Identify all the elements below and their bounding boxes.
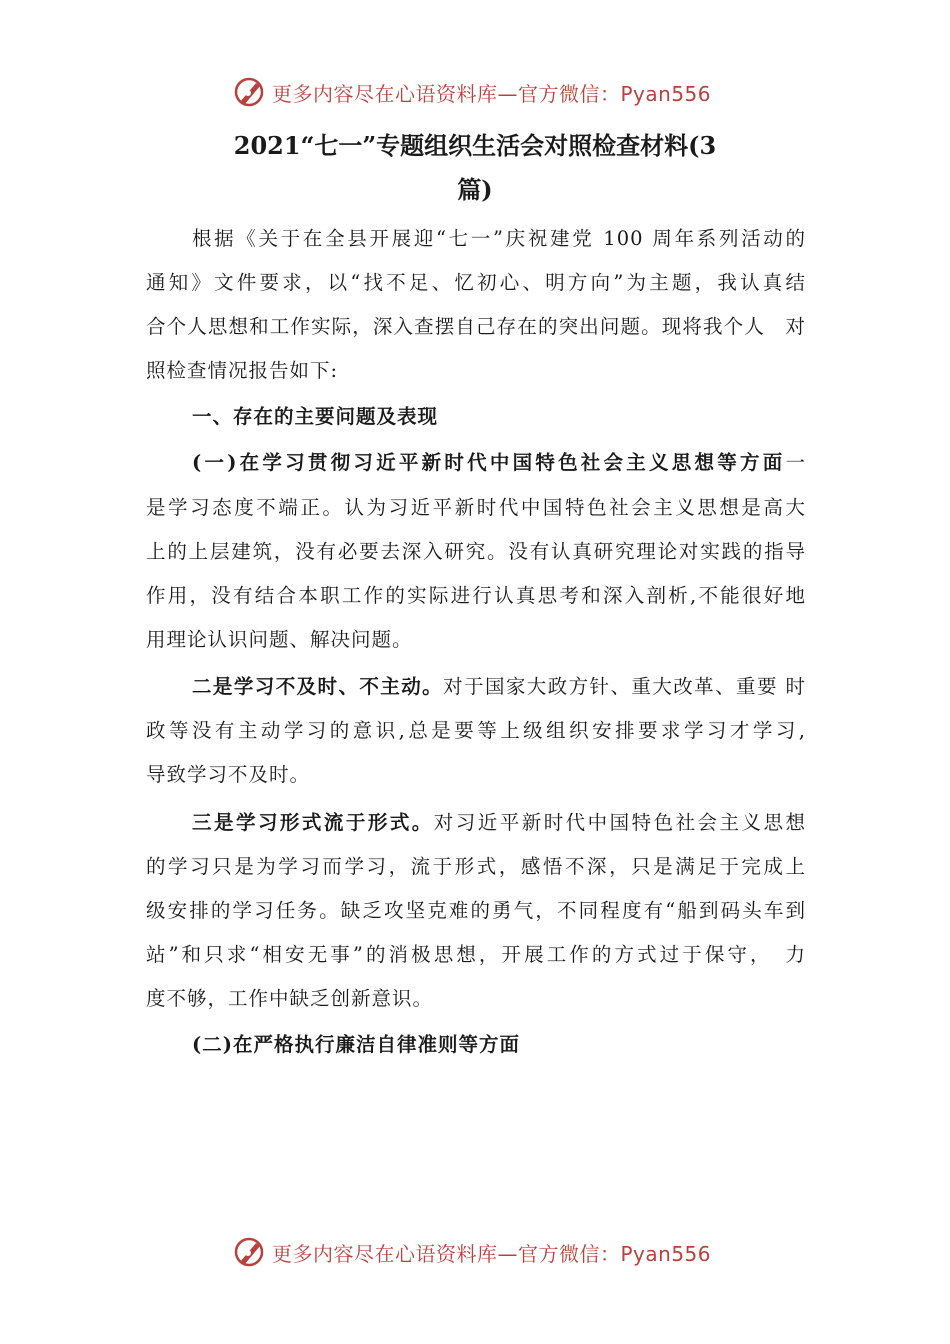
watermark-banner-top: [232, 72, 711, 112]
point-2-first-line: [192, 672, 806, 702]
subsection-1-line-1: 是学习态度不端正。认为习近平新时代中国特色社会主义思想是高大: [146, 496, 806, 519]
point-2-line-3: 导致学习不及时。: [146, 763, 311, 786]
intro-line-4: 照检查情况报告如下:: [146, 359, 339, 382]
point-3-line-4: 站”和只求“相安无事”的消极思想，开展工作的方式过于保守， 力: [146, 943, 806, 966]
subsection-1-line-3: 作用，没有结合本职工作的实际进行认真思考和深入剖析,不能很好地: [146, 584, 806, 607]
point-3-lead: 三是学习形式流于形式。: [192, 811, 434, 834]
point-3-line-2: 的学习只是为学习而学习，流于形式，感悟不深，只是满足于完成上: [146, 855, 806, 878]
intro-line-2: 通知》文件要求，以“找不足、忆初心、明方向”为主题，我认真结: [146, 271, 806, 294]
pen-logo-icon: [232, 75, 266, 109]
watermark-text: 更多内容尽在心语资料库—官方微信：Pyan556: [272, 81, 712, 106]
document-title-line-2: 篇): [457, 175, 493, 204]
intro-line-3: 合个人思想和工作实际，深入查摆自己存在的突出问题。现将我个人 对: [146, 315, 806, 338]
subsection-1-heading: (一)在学习贯彻习近平新时代中国特色社会主义思想等方面: [192, 451, 786, 474]
document-title-line-1: 2021“七一”专题组织生活会对照检查材料(3: [233, 131, 717, 160]
point-2-lead: 二是学习不及时、不主动。: [192, 675, 444, 698]
point-3-first-rest: 对习近平新时代中国特色社会主义思想: [433, 811, 806, 834]
subsection-1-heading-line: [192, 448, 806, 478]
watermark-banner-bottom: [232, 1232, 711, 1272]
intro-line-1: 根据《关于在全县开展迎“七一”庆祝建党 100 周年系列活动的: [192, 227, 806, 250]
section-heading: 一、存在的主要问题及表现: [192, 405, 439, 428]
subsection-1-line-4: 用理论认识问题、解决问题。: [146, 628, 413, 651]
pen-logo-icon: [232, 1235, 266, 1269]
subsection-2-heading: (二)在严格执行廉洁自律准则等方面: [192, 1033, 520, 1056]
point-3-line-3: 级安排的学习任务。缺乏攻坚克难的勇气，不同程度有“船到码头车到: [146, 899, 806, 922]
point-3-line-5: 度不够，工作中缺乏创新意识。: [146, 987, 434, 1010]
watermark-text: 更多内容尽在心语资料库—官方微信：Pyan556: [272, 1241, 712, 1266]
subsection-1-heading-tail: 一: [785, 451, 806, 474]
point-3-first-line: [192, 808, 806, 838]
point-2-line-2: 政等没有主动学习的意识,总是要等上级组织安排要求学习才学习,: [146, 719, 806, 742]
subsection-1-line-2: 上的上层建筑，没有必要去深入研究。没有认真研究理论对实践的指导: [146, 540, 806, 563]
point-2-first-rest: 对于国家大政方针、重大改革、重要 时: [443, 675, 806, 698]
